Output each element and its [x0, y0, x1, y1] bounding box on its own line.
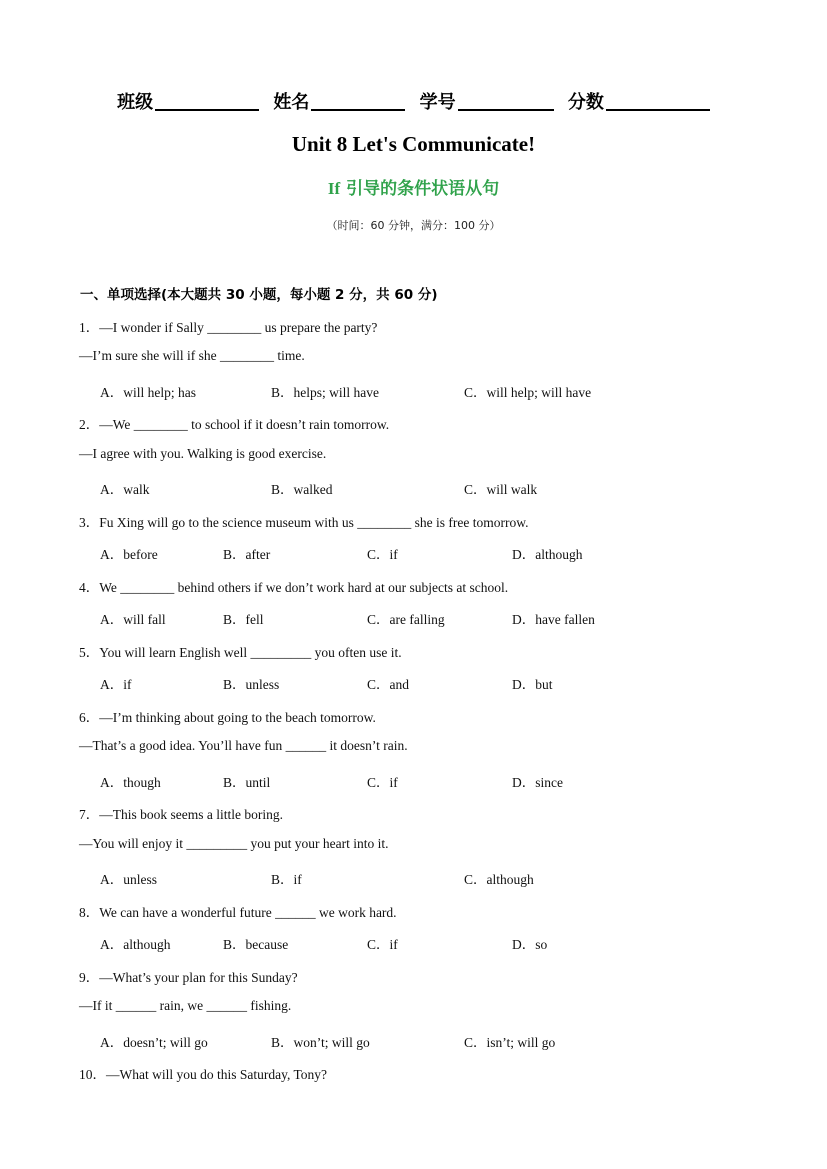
question-line: 9．—What’s your plan for this Sunday?: [79, 970, 298, 985]
option-b: B．because: [223, 937, 289, 952]
option-d: D．so: [512, 937, 548, 952]
name-label: 姓名: [273, 92, 310, 113]
question-line: —You will enjoy it _________ you put your heart into it.: [79, 836, 389, 851]
option-c: C．although: [464, 872, 534, 887]
option-b: B．after: [223, 547, 271, 562]
option-c: C．if: [367, 775, 398, 790]
section-title: 一、单项选择(本大题共 30 小题，每小题 2 分，共 60 分): [80, 287, 438, 303]
option-b: B．won’t; will go: [271, 1035, 370, 1050]
option-c: C．if: [367, 547, 398, 562]
question-line: 6．—I’m thinking about going to the beach tomorrow.: [79, 710, 376, 725]
option-a: A．although: [100, 937, 171, 952]
question-options: [100, 608, 800, 626]
question-line: —I’m sure she will if she ________ time.: [79, 348, 305, 363]
option-c: C．if: [367, 937, 398, 952]
class-label: 班级: [117, 92, 154, 113]
option-a: A．if: [100, 677, 132, 692]
option-c: C．isn’t; will go: [464, 1035, 556, 1050]
option-b: B．walked: [271, 482, 333, 497]
option-a: A．will help; has: [100, 385, 196, 400]
question-line: 2．—We ________ to school if it doesn’t rain tomorrow.: [79, 417, 390, 432]
time-info: （时间：60 分钟，满分：100 分）: [326, 219, 501, 232]
option-c: C．will walk: [464, 482, 538, 497]
option-b: B．until: [223, 775, 271, 790]
option-a: A．will fall: [100, 612, 166, 627]
option-a: A．though: [100, 775, 161, 790]
question-options: [100, 933, 800, 951]
page-subtitle: [0, 174, 827, 199]
option-d: D．since: [512, 775, 563, 790]
question-options: [100, 478, 800, 496]
question-options: [100, 1031, 800, 1049]
question-options: [100, 673, 800, 691]
question-options: [100, 543, 800, 561]
option-c: C．are falling: [367, 612, 445, 627]
student-info-header: [0, 88, 827, 114]
question-line: 1．—I wonder if Sally ________ us prepare the party?: [79, 320, 378, 335]
option-b: B．unless: [223, 677, 280, 692]
option-b: B．if: [271, 872, 302, 887]
id-label: 学号: [419, 92, 456, 113]
question-line: 5．You will learn English well _________ you often use it.: [79, 645, 402, 660]
question-line: 3．Fu Xing will go to the science museum with us ________ she is free tomorrow.: [79, 515, 529, 530]
question-line: 7．—This book seems a little boring.: [79, 807, 283, 822]
question-options: [100, 771, 800, 789]
subtitle-en: If: [327, 179, 341, 198]
question-options: [100, 868, 800, 886]
question-line: 8．We can have a wonderful future ______ we work hard.: [79, 905, 397, 920]
class-blank: [155, 91, 259, 111]
option-d: D．but: [512, 677, 553, 692]
score-blank: [606, 91, 710, 111]
question-line: —If it ______ rain, we ______ fishing.: [79, 998, 292, 1013]
subtitle-cn: 引导的条件状语从句: [346, 179, 500, 199]
question-line: —That’s a good idea. You’ll have fun ______ it doesn’t rain.: [79, 738, 408, 753]
question-line: —I agree with you. Walking is good exercise.: [79, 446, 327, 461]
option-b: B．fell: [223, 612, 264, 627]
option-a: A．doesn’t; will go: [100, 1035, 208, 1050]
question-options: [100, 381, 800, 399]
option-d: D．although: [512, 547, 583, 562]
option-d: D．have fallen: [512, 612, 595, 627]
option-a: A．before: [100, 547, 158, 562]
option-c: C．will help; will have: [464, 385, 592, 400]
id-blank: [458, 91, 554, 111]
option-b: B．helps; will have: [271, 385, 379, 400]
option-a: A．walk: [100, 482, 150, 497]
option-a: A．unless: [100, 872, 157, 887]
name-blank: [311, 91, 405, 111]
option-c: C．and: [367, 677, 409, 692]
score-label: 分数: [567, 92, 604, 113]
question-line: 4．We ________ behind others if we don’t work hard at our subjects at school.: [79, 580, 509, 595]
page-title: Unit 8 Let's Communicate!: [291, 132, 536, 156]
question-line: 10．—What will you do this Saturday, Tony?: [79, 1067, 328, 1082]
